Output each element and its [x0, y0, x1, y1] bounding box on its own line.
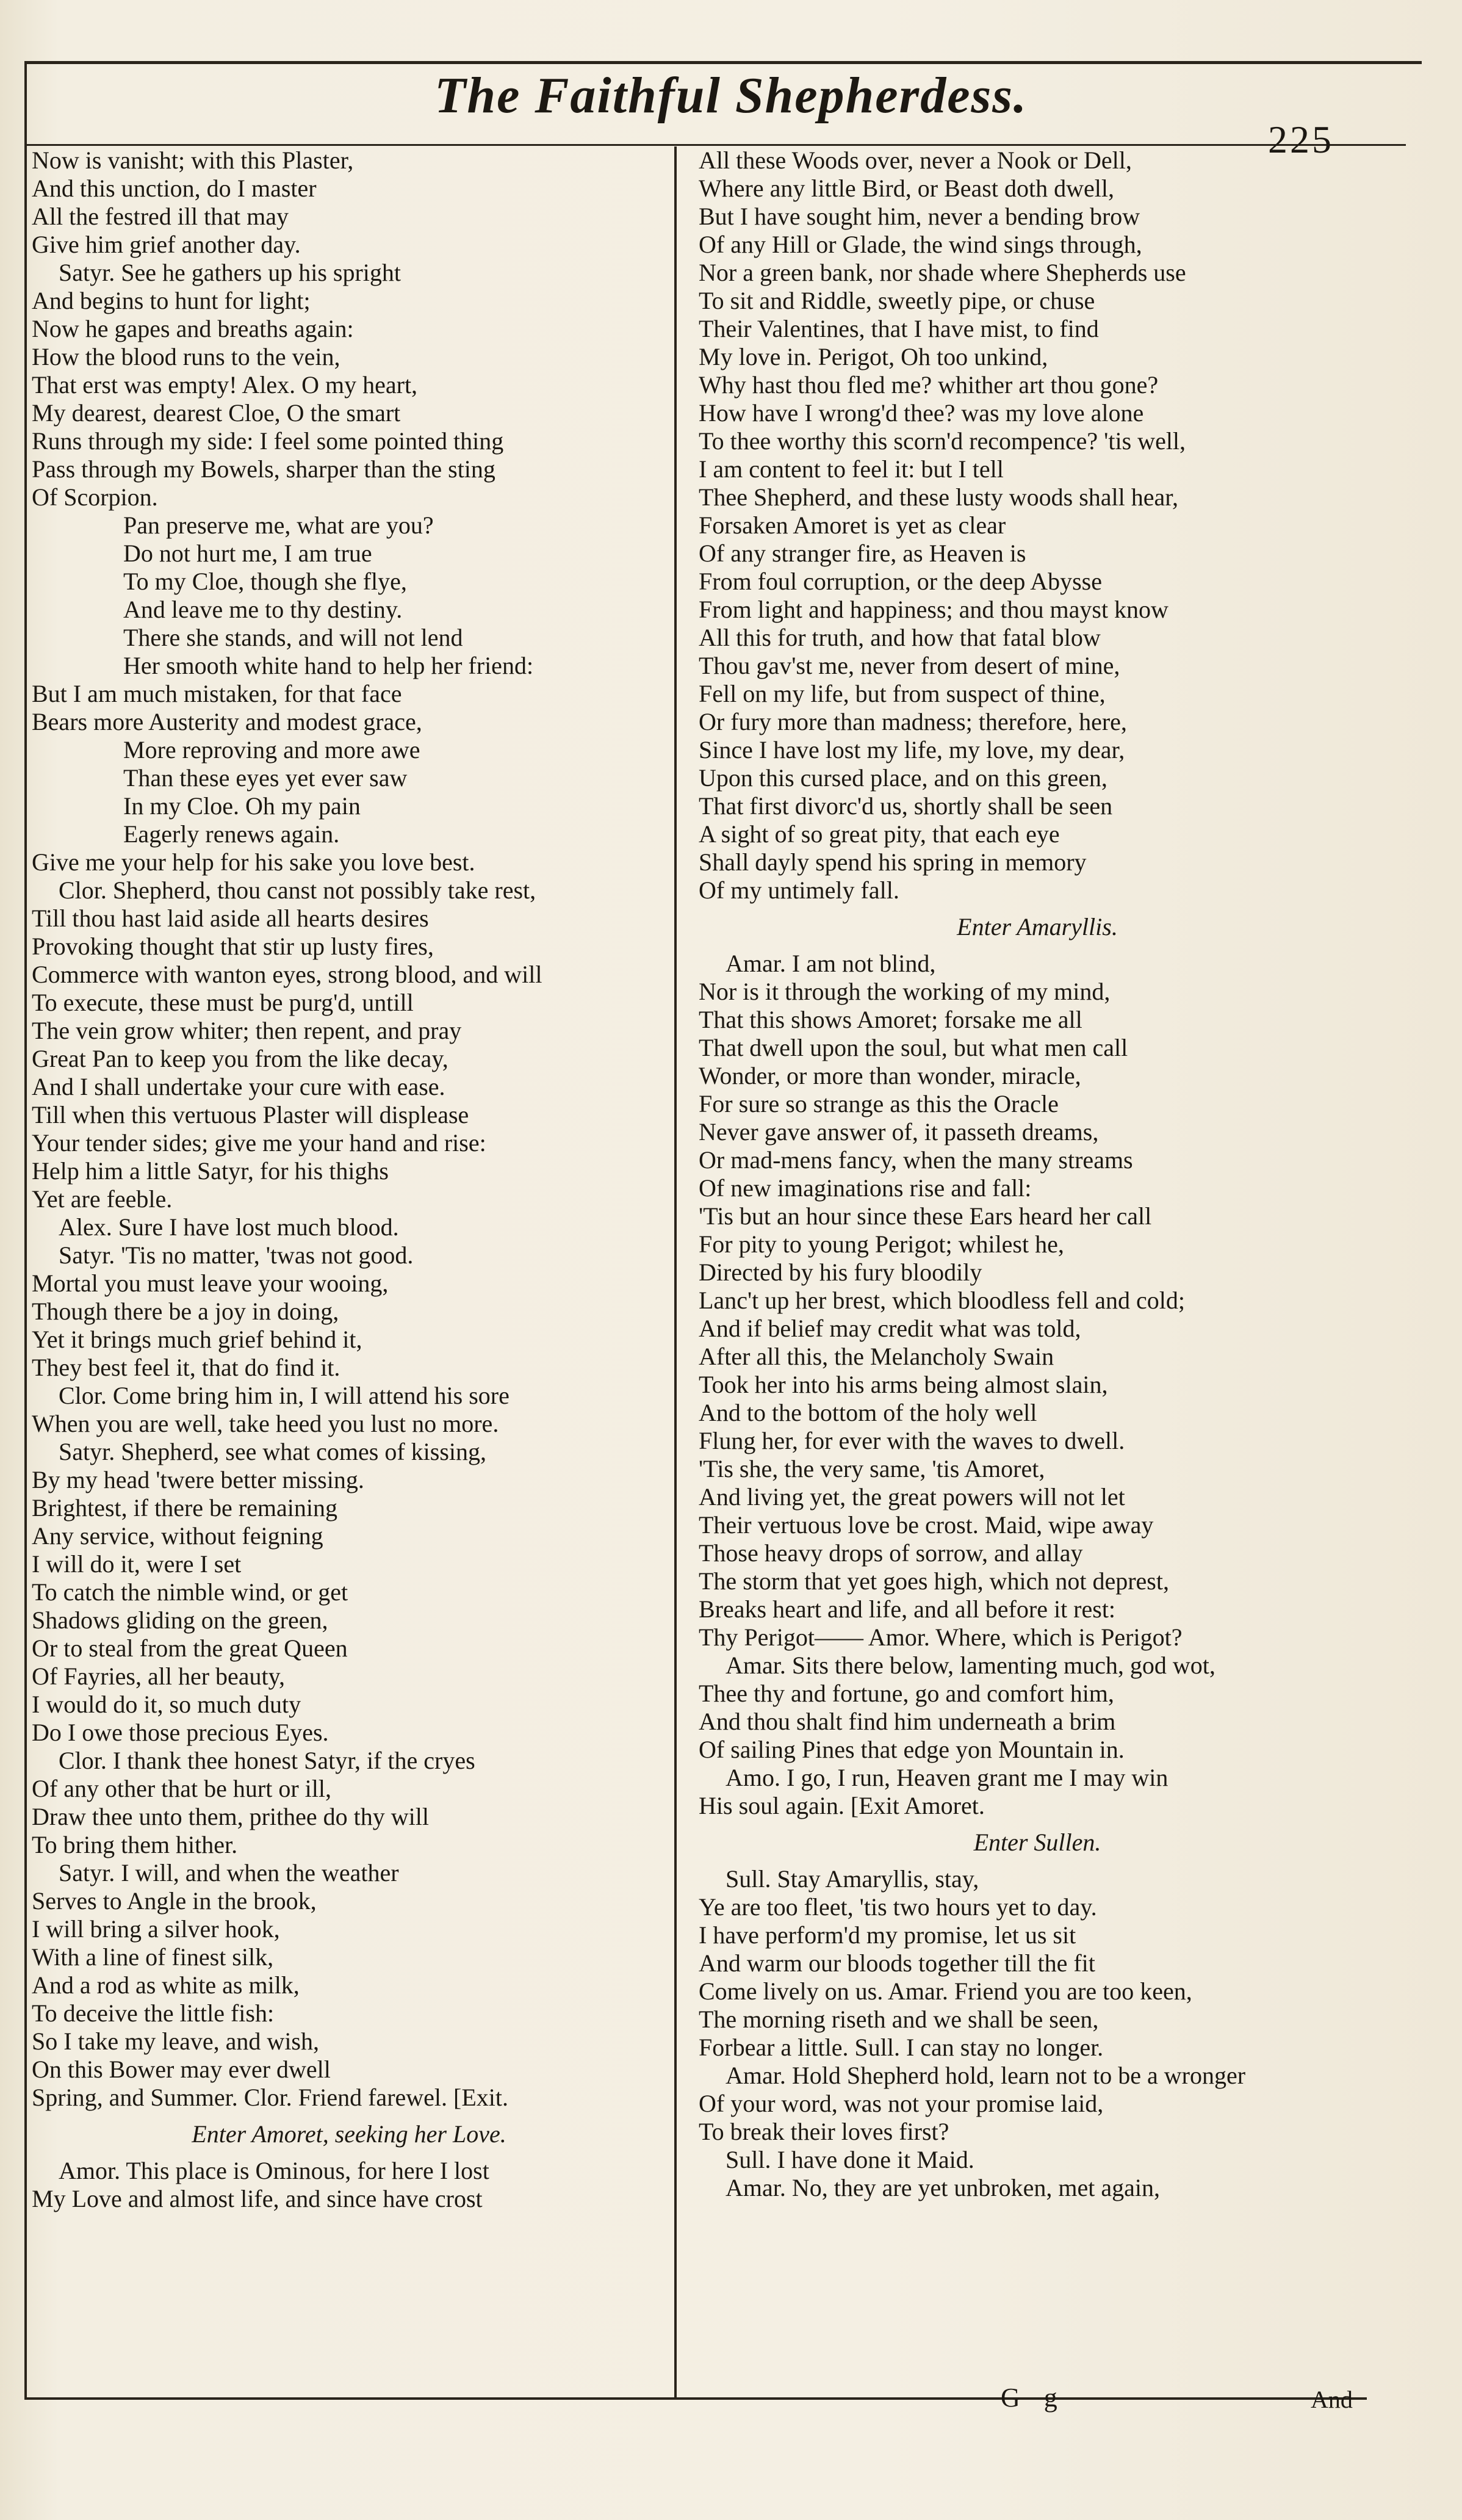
- header-rule: [27, 144, 1406, 146]
- verse-line: Nor a green bank, nor shade where Shepherds use: [699, 259, 1186, 286]
- left-border-rule: [24, 61, 27, 2399]
- verse-line: Thee Shepherd, and these lusty woods shall hear,: [699, 483, 1178, 511]
- verse-line: On this Bower may ever dwell: [32, 2056, 331, 2083]
- right-text-column: [699, 146, 1376, 2202]
- verse-line: Yet it brings much grief behind it,: [32, 1326, 362, 1353]
- verse-line: Or fury more than madness; therefore, here,: [699, 708, 1127, 735]
- verse-line: Or mad-mens fancy, when the many streams: [699, 1146, 1133, 1174]
- verse-line: Help him a little Satyr, for his thighs: [32, 1157, 389, 1185]
- verse-line: Ye are too fleet, 'tis two hours yet to day.: [699, 1893, 1097, 1921]
- verse-line: My dearest, dearest Cloe, O the smart: [32, 399, 401, 427]
- verse-line: Satyr. I will, and when the weather: [59, 1859, 399, 1886]
- running-title: The Faithful Shepherdess.: [434, 67, 1028, 124]
- verse-line: The vein grow whiter; then repent, and pray: [32, 1017, 462, 1044]
- verse-line: Of Fayries, all her beauty,: [32, 1663, 286, 1690]
- verse-line: Alex. Sure I have lost much blood.: [59, 1213, 399, 1241]
- verse-line: Of any Hill or Glade, the wind sings through,: [699, 231, 1142, 258]
- page-number: 225: [1268, 118, 1334, 161]
- verse-line: For sure so strange as this the Oracle: [699, 1090, 1059, 1117]
- verse-line: By my head 'twere better missing.: [32, 1466, 364, 1493]
- verse-line: All the festred ill that may: [32, 203, 289, 230]
- verse-line: Flung her, for ever with the waves to dwell.: [699, 1427, 1125, 1454]
- verse-line: Enter Amaryllis.: [957, 913, 1118, 940]
- verse-line: Upon this cursed place, and on this green,: [699, 764, 1107, 792]
- verse-line: Brightest, if there be remaining: [32, 1494, 337, 1522]
- verse-line: All these Woods over, never a Nook or Dell,: [699, 146, 1132, 174]
- verse-line: Or to steal from the great Queen: [32, 1634, 348, 1662]
- verse-line: Till when this vertuous Plaster will displease: [32, 1101, 469, 1128]
- verse-line: More reproving and more awe: [123, 736, 420, 764]
- verse-line: To execute, these must be purg'd, untill: [32, 989, 414, 1016]
- verse-line: Eagerly renews again.: [123, 820, 340, 848]
- verse-line: Clor. Come bring him in, I will attend his sore: [59, 1382, 510, 1409]
- verse-line: And warm our bloods together till the fit: [699, 1949, 1095, 1977]
- verse-line: How the blood runs to the vein,: [32, 343, 340, 370]
- verse-line: Of Scorpion.: [32, 483, 158, 511]
- verse-line: Sull. Stay Amaryllis, stay,: [726, 1865, 979, 1893]
- verse-line: My Love and almost life, and since have crost: [32, 2185, 483, 2212]
- left-text-column: [32, 146, 666, 2213]
- verse-line: Satyr. Shepherd, see what comes of kissing,: [59, 1438, 486, 1465]
- verse-line: Your tender sides; give me your hand and rise:: [32, 1129, 486, 1157]
- verse-line: Of new imaginations rise and fall:: [699, 1174, 1032, 1202]
- verse-line: There she stands, and will not lend: [123, 624, 463, 651]
- verse-line: Though there be a joy in doing,: [32, 1298, 339, 1325]
- verse-line: Serves to Angle in the brook,: [32, 1887, 317, 1915]
- verse-line: Thee thy and fortune, go and comfort him,: [699, 1680, 1114, 1707]
- verse-line: They best feel it, that do find it.: [32, 1354, 340, 1381]
- verse-line: After all this, the Melancholy Swain: [699, 1343, 1054, 1370]
- verse-line: Their Valentines, that I have mist, to find: [699, 315, 1099, 342]
- verse-line: Of any stranger fire, as Heaven is: [699, 540, 1026, 567]
- verse-line: His soul again. [Exit Amoret.: [699, 1792, 985, 1819]
- verse-line: When you are well, take heed you lust no more.: [32, 1410, 499, 1437]
- verse-line: Their vertuous love be crost. Maid, wipe away: [699, 1511, 1154, 1539]
- verse-line: Took her into his arms being almost slain,: [699, 1371, 1108, 1398]
- verse-line: Amar. I am not blind,: [726, 950, 936, 977]
- catchword: And: [1311, 2386, 1353, 2413]
- verse-line: Satyr. 'Tis no matter, 'twas not good.: [59, 1241, 414, 1269]
- verse-line: Pan preserve me, what are you?: [123, 511, 434, 539]
- verse-line: And thou shalt find him underneath a brim: [699, 1708, 1116, 1735]
- verse-line: Now is vanisht; with this Plaster,: [32, 146, 354, 174]
- verse-line: I will do it, were I set: [32, 1550, 242, 1578]
- verse-line: Fell on my life, but from suspect of thine,: [699, 680, 1106, 707]
- verse-line: Of my untimely fall.: [699, 876, 899, 904]
- verse-line: And I shall undertake your cure with ease.: [32, 1073, 445, 1100]
- verse-line: Her smooth white hand to help her friend:: [123, 652, 534, 679]
- verse-line: Satyr. See he gathers up his spright: [59, 259, 402, 286]
- verse-line: Sull. I have done it Maid.: [726, 2146, 974, 2173]
- verse-line: And this unction, do I master: [32, 175, 317, 202]
- verse-line: Thou gav'st me, never from desert of mine,: [699, 652, 1120, 679]
- bottom-border-rule: [24, 2397, 1367, 2400]
- verse-line: Since I have lost my life, my love, my dear,: [699, 736, 1125, 764]
- verse-line: Bears more Austerity and modest grace,: [32, 708, 422, 735]
- verse-line: I would do it, so much duty: [32, 1691, 301, 1718]
- verse-line: Amar. Hold Shepherd hold, learn not to be a wronger: [726, 2062, 1246, 2089]
- verse-line: Runs through my side: I feel some pointed thing: [32, 427, 504, 455]
- verse-line: Breaks heart and life, and all before it rest:: [699, 1595, 1116, 1623]
- verse-line: Pass through my Bowels, sharper than the sting: [32, 455, 495, 483]
- verse-line: That erst was empty! Alex. O my heart,: [32, 371, 418, 399]
- verse-line: My love in. Perigot, Oh too unkind,: [699, 343, 1048, 370]
- verse-line: Where any little Bird, or Beast doth dwell,: [699, 175, 1114, 202]
- verse-line: Wonder, or more than wonder, miracle,: [699, 1062, 1081, 1089]
- verse-line: Enter Sullen.: [973, 1829, 1101, 1856]
- verse-line: From light and happiness; and thou mayst know: [699, 596, 1169, 623]
- verse-line: To sit and Riddle, sweetly pipe, or chuse: [699, 287, 1095, 314]
- verse-line: So I take my leave, and wish,: [32, 2027, 319, 2055]
- verse-line: The morning riseth and we shall be seen,: [699, 2006, 1099, 2033]
- verse-line: That first divorc'd us, shortly shall be seen: [699, 792, 1113, 820]
- verse-line: Do not hurt me, I am true: [123, 540, 372, 567]
- verse-line: 'Tis but an hour since these Ears heard her call: [699, 1202, 1152, 1230]
- verse-line: And leave me to thy destiny.: [123, 596, 403, 623]
- verse-line: That dwell upon the soul, but what men call: [699, 1034, 1128, 1061]
- verse-line: To catch the nimble wind, or get: [32, 1578, 348, 1606]
- verse-line: And a rod as white as milk,: [32, 1971, 300, 1999]
- verse-line: To bring them hither.: [32, 1831, 238, 1858]
- verse-line: To thee worthy this scorn'd recompence? 'tis well,: [699, 427, 1186, 455]
- verse-line: Forbear a little. Sull. I can stay no longer.: [699, 2034, 1104, 2061]
- verse-line: But I am much mistaken, for that face: [32, 680, 402, 707]
- signature-mark: G g: [1001, 2383, 1066, 2413]
- verse-line: Shall dayly spend his spring in memory: [699, 848, 1087, 876]
- verse-line: But I have sought him, never a bending brow: [699, 203, 1140, 230]
- verse-line: Yet are feeble.: [32, 1185, 173, 1213]
- verse-line: Nor is it through the working of my mind,: [699, 978, 1111, 1005]
- verse-line: Do I owe those precious Eyes.: [32, 1719, 329, 1746]
- verse-line: Spring, and Summer. Clor. Friend farewel. [Exit.: [32, 2084, 508, 2111]
- verse-line: Any service, without feigning: [32, 1522, 323, 1550]
- verse-line: Of sailing Pines that edge yon Mountain in.: [699, 1736, 1125, 1763]
- verse-line: I am content to feel it: but I tell: [699, 455, 1004, 483]
- verse-line: Enter Amoret, seeking her Love.: [192, 2120, 506, 2148]
- verse-line: Draw thee unto them, prithee do thy will: [32, 1803, 429, 1830]
- verse-line: Directed by his fury bloodily: [699, 1258, 982, 1286]
- verse-line: The storm that yet goes high, which not deprest,: [699, 1567, 1169, 1595]
- verse-line: Now he gapes and breaths again:: [32, 315, 354, 342]
- verse-line: I will bring a silver hook,: [32, 1915, 280, 1943]
- verse-line: Thy Perigot—— Amor. Where, which is Perigot?: [699, 1623, 1183, 1651]
- verse-line: Till thou hast laid aside all hearts desires: [32, 904, 429, 932]
- column-divider-rule: [674, 146, 677, 2399]
- verse-line: That this shows Amoret; forsake me all: [699, 1006, 1082, 1033]
- verse-line: A sight of so great pity, that each eye: [699, 820, 1060, 848]
- verse-line: With a line of finest silk,: [32, 1943, 274, 1971]
- verse-line: Lanc't up her brest, which bloodless fell and cold;: [699, 1287, 1185, 1314]
- verse-line: Amo. I go, I run, Heaven grant me I may win: [726, 1764, 1169, 1791]
- verse-line: Amar. Sits there below, lamenting much, god wot,: [726, 1652, 1215, 1679]
- verse-line: And to the bottom of the holy well: [699, 1399, 1037, 1426]
- verse-line: Mortal you must leave your wooing,: [32, 1269, 389, 1297]
- verse-line: Never gave answer of, it passeth dreams,: [699, 1118, 1099, 1146]
- verse-line: I have perform'd my promise, let us sit: [699, 1921, 1076, 1949]
- verse-line: For pity to young Perigot; whilest he,: [699, 1230, 1064, 1258]
- verse-line: Amar. No, they are yet unbroken, met again,: [726, 2174, 1160, 2201]
- verse-line: And if belief may credit what was told,: [699, 1315, 1081, 1342]
- verse-line: To my Cloe, though she flye,: [123, 568, 407, 595]
- verse-line: Commerce with wanton eyes, strong blood, and will: [32, 961, 542, 988]
- verse-line: Those heavy drops of sorrow, and allay: [699, 1539, 1083, 1567]
- verse-line: All this for truth, and how that fatal blow: [699, 624, 1101, 651]
- verse-line: Clor. Shepherd, thou canst not possibly take rest,: [59, 876, 536, 904]
- verse-line: Of your word, was not your promise laid,: [699, 2090, 1104, 2117]
- verse-line: 'Tis she, the very same, 'tis Amoret,: [699, 1455, 1045, 1482]
- verse-line: From foul corruption, or the deep Abysse: [699, 568, 1102, 595]
- verse-line: And living yet, the great powers will not let: [699, 1483, 1125, 1511]
- verse-line: In my Cloe. Oh my pain: [123, 792, 361, 820]
- verse-line: Give him grief another day.: [32, 231, 301, 258]
- verse-line: Than these eyes yet ever saw: [123, 764, 408, 792]
- verse-line: How have I wrong'd thee? was my love alone: [699, 399, 1144, 427]
- verse-line: Of any other that be hurt or ill,: [32, 1775, 331, 1802]
- verse-line: Amor. This place is Ominous, for here I lost: [59, 2157, 489, 2184]
- top-border-rule: [24, 61, 1422, 64]
- verse-line: Give me your help for his sake you love best.: [32, 848, 475, 876]
- verse-line: Great Pan to keep you from the like decay,: [32, 1045, 448, 1072]
- verse-line: Clor. I thank thee honest Satyr, if the cryes: [59, 1747, 475, 1774]
- verse-line: Come lively on us. Amar. Friend you are too keen,: [699, 1977, 1192, 2005]
- verse-line: Shadows gliding on the green,: [32, 1606, 328, 1634]
- verse-line: Why hast thou fled me? whither art thou gone?: [699, 371, 1159, 399]
- verse-line: Provoking thought that stir up lusty fires,: [32, 933, 434, 960]
- verse-line: To deceive the little fish:: [32, 1999, 275, 2027]
- verse-line: And begins to hunt for light;: [32, 287, 311, 314]
- verse-line: Forsaken Amoret is yet as clear: [699, 511, 1006, 539]
- verse-line: To break their loves first?: [699, 2118, 949, 2145]
